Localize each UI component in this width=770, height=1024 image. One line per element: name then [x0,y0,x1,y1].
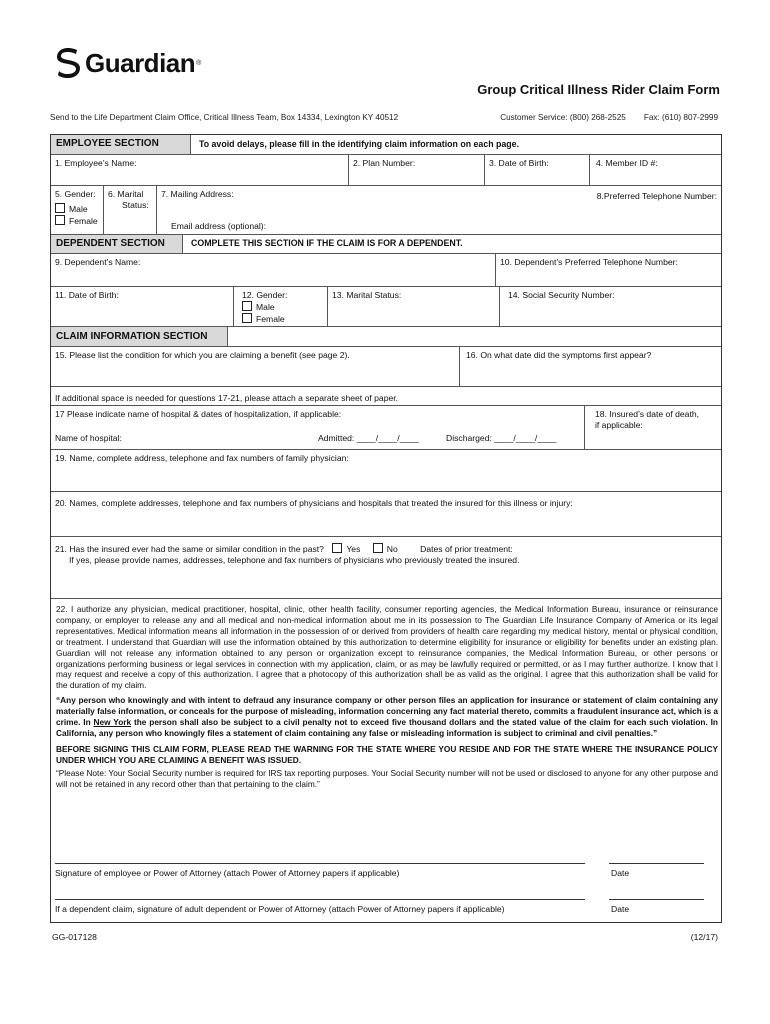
dependent-female-option [238,313,323,325]
guardian-shield-icon [55,47,81,79]
dependent-signature-label: If a dependent claim, signature of adult dependent or Power of Attorney (attach Power of Attorney papers if applicable) [55,904,505,914]
form-title: Group Critical Illness Rider Claim Form [477,82,720,97]
female-option [55,215,99,227]
employee-row-1 [51,155,721,186]
death-date-label: 18. Insured’s date of death, [595,409,699,419]
dependent-gender-label: 12. Gender: [242,290,288,300]
fraud-warning-b: the person shall also be subject to a civil penalty not to exceed five thousand dollars and the stated value of the claim for each such violation. In California, any person who knowingly files a statement of claim containing any false or misleading information is subject to criminal and civil penalties.” [56,717,718,738]
dependent-ssn-field[interactable] [499,287,723,326]
authorization-text: 22. I authorize any physician, medical practitioner, hospital, clinic, other health facility, consumer reporting agencies, the Medical Information Bureau, insurance or reinsurance company, or employer to release any and all medical and non-medical information about me in its possession to The Guardian Life Insurance Company of America or its legal representatives. Medical information means all information in the possession of or derived from providers of health care regarding my medical history, mental or physical condition, or treatment. I understand that Guardian will use the information obtained by this authorization to determine eligibility for insurance or eligibility for benefits under an existing plan. Guardian will not release any information obtained to any person or organization except to reinsurance companies, the Medical Information Bureau, or other persons or organizations performing business or legal services in connection with my application, claim, or as may be lawfully required or permitted, or as I may further authorize. I know that I may request and receive a copy of this authorization. I agree that a photocopy of this authorization shall be as valid as the original. I agree that this authorization shall be valid for the duration of my claim. [56,604,718,691]
male-option [55,203,99,215]
member-id-field[interactable] [589,155,723,185]
dependent-marital-field[interactable] [327,287,499,326]
admitted-date-label: Admitted: ____/____/____ [318,433,419,443]
extra-space-note: If additional space is needed for questions 17-21, please attach a separate sheet of paper. [55,393,399,403]
contact-info [500,113,718,122]
employee-section-note: To avoid delays, please fill in the identifying claim information on each page. [199,139,520,149]
dependent-section-title: DEPENDENT SECTION [51,235,183,253]
discharged-date-label: Discharged: ____/____/____ [446,433,557,443]
mailing-address-label: 7. Mailing Address: [161,189,234,199]
dependent-phone-label: 10. Dependent’s Preferred Telephone Number: [500,257,678,267]
male-label: Male [69,204,88,214]
employee-name-field[interactable] [51,155,348,185]
claim-form [50,134,722,923]
form-number: GG-017128 [52,932,97,942]
prior-condition-line [55,543,719,555]
fraud-warning-a: “Any person who knowingly and with intent to defraud any insurance company or other person files an application for insurance or statement of claim containing any materially false information, or conceals for the purpose of misleading, information concerning any fact material thereto, commits a fraudulent insurance act, which is a crime. In [56,695,718,728]
ssn-note: “Please Note: Your Social Security number is required for IRS tax reporting purposes. Your Social Security number will not be used or disclosed to anyone for any other purpose and will not be retained in any record other than that pertaining to the claim.” [56,767,718,789]
employee-dob-field[interactable] [484,155,589,185]
customer-service: Customer Service: (800) 268-2525 [500,113,626,122]
fax-number: Fax: (610) 807-2999 [643,113,718,122]
employee-signature-label: Signature of employee or Power of Attorney (attach Power of Attorney papers if applicable) [55,868,400,878]
dependent-dob-field[interactable] [51,287,233,326]
plan-number-label: 2. Plan Number: [353,158,416,168]
symptom-date-field[interactable] [459,347,723,386]
dependent-date-line[interactable] [609,899,704,900]
dependent-name-label: 9. Dependent’s Name: [55,257,141,267]
send-to-address: Send to the Life Department Claim Office, Critical Illness Team, Box 14334, Lexington KY 40512 [50,113,399,122]
dependent-date-label: Date [611,904,630,914]
dependent-female-label: Female [256,314,285,324]
fraud-warning-ny: New York [93,717,132,728]
revision-date: (12/17) [690,932,718,942]
dependent-female-checkbox[interactable] [242,313,252,323]
prior-yes-checkbox[interactable] [332,543,342,553]
employee-date-label: Date [611,868,630,878]
registered-mark: ® [196,59,202,67]
death-date-label-2: if applicable: [595,420,643,430]
claim-row-17 [51,406,721,450]
employee-section-title: EMPLOYEE SECTION [51,135,191,154]
claim-row-20 [51,492,721,537]
dependent-ssn-label: 14. Social Security Number: [508,290,615,300]
treating-physicians-label: 20. Names, complete addresses, telephone and fax numbers of physicians and hospitals that treated the insured for this illness or injury: [55,498,573,508]
employee-gender-field [51,186,103,234]
marital-label: 6. Marital [108,189,144,199]
claim-row-19 [51,450,721,492]
dependent-name-field[interactable] [51,254,495,286]
claim-section-title: CLAIM INFORMATION SECTION [51,327,228,346]
claim-section-header [51,327,721,347]
dependent-signature-line[interactable] [55,899,585,900]
authorization-cell [51,599,723,924]
prior-condition-field [51,537,723,598]
dependent-row-2 [51,287,721,327]
fraud-warning [56,695,718,739]
dependent-male-label: Male [256,302,275,312]
marital-label-2: Status: [122,200,149,210]
hospitalization-field[interactable] [51,406,584,449]
dependent-dob-label: 11. Date of Birth: [55,290,119,300]
prior-treatment-dates-label: Dates of prior treatment: [420,544,513,554]
prior-no-label: No [386,544,398,554]
email-label: Email address (optional): [171,221,267,231]
logo-text: Guardian [85,47,196,78]
hospital-name-label: Name of hospital: [55,433,122,443]
family-physician-label: 19. Name, complete address, telephone and fax numbers of family physician: [55,453,349,463]
extra-space-row [51,387,721,406]
prior-condition-label: 21. Has the insured ever had the same or similar condition in the past? [55,544,324,554]
member-id-label: 4. Member ID #: [596,158,658,168]
prior-no-checkbox[interactable] [373,543,383,553]
male-checkbox[interactable] [55,203,65,213]
employee-date-line[interactable] [609,863,704,864]
employee-row-2 [51,186,721,235]
dependent-marital-label: 13. Marital Status: [332,290,402,300]
death-date-field[interactable] [584,406,723,449]
symptom-date-label: 16. On what date did the symptoms first appear? [466,350,652,360]
preferred-phone-label: 8.Preferred Telephone Number: [596,191,717,201]
employee-dob-label: 3. Date of Birth: [489,158,549,168]
dependent-row-1 [51,254,721,287]
guardian-logo [55,46,201,80]
state-warning: BEFORE SIGNING THIS CLAIM FORM, PLEASE READ THE WARNING FOR THE STATE WHERE YOU RESIDE AND FOR THE STATE WHERE THE INSURANCE POLICY UNDER WHICH YOU ARE CLAIMING A BENEFIT WAS ISSUED. [56,743,718,765]
gender-label: 5. Gender: [55,189,96,199]
dependent-phone-field[interactable] [495,254,723,286]
dependent-section-note: COMPLETE THIS SECTION IF THE CLAIM IS FOR A DEPENDENT. [191,238,463,248]
dependent-gender-field [233,287,327,326]
employee-name-label: 1. Employee’s Name: [55,158,137,168]
employee-signature-line[interactable] [55,863,585,864]
prior-yes-label: Yes [346,544,361,554]
employee-section-header [51,135,721,155]
prior-physicians-label: If yes, please provide names, addresses, telephone and fax numbers of physicians who previously treated the insured. [69,555,520,565]
claim-row-15 [51,347,721,387]
authorization-section [51,599,721,924]
condition-field[interactable] [51,347,459,386]
plan-number-field[interactable] [348,155,484,185]
dependent-male-option [238,301,323,313]
female-checkbox[interactable] [55,215,65,225]
hospitalization-label: 17 Please indicate name of hospital & dates of hospitalization, if applicable: [55,409,342,419]
mailing-address-field[interactable] [156,186,723,234]
dependent-section-header [51,235,721,254]
claim-row-21 [51,537,721,599]
condition-label: 15. Please list the condition for which you are claiming a benefit (see page 2). [55,350,350,360]
family-physician-field[interactable] [51,450,723,491]
treating-physicians-field[interactable] [51,492,723,536]
employee-marital-field[interactable] [103,186,156,234]
dependent-male-checkbox[interactable] [242,301,252,311]
female-label: Female [69,216,98,226]
